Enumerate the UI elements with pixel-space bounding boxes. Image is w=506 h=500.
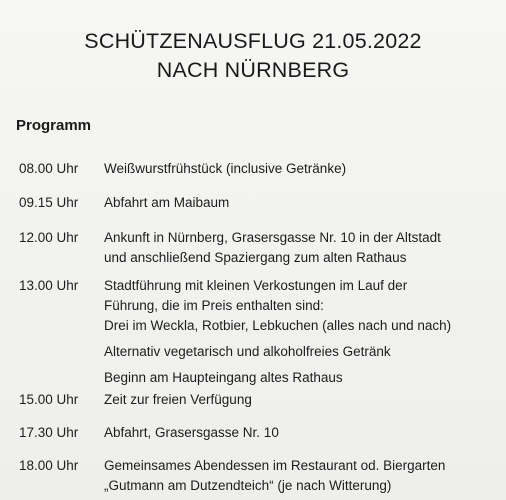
schedule-line: Ankunft in Nürnberg, Grasersgasse Nr. 10 in der Altstadt	[104, 230, 441, 245]
schedule-line: Weißwurstfrühstück (inclusive Getränke)	[104, 161, 347, 176]
schedule-line: Beginn am Haupteingang altes Rathaus	[104, 370, 343, 385]
schedule-description	[104, 456, 500, 496]
schedule-time: 13.00 Uhr	[19, 278, 79, 293]
schedule-time: 15.00 Uhr	[19, 392, 79, 407]
schedule-line: und anschließend Spaziergang zum alten Rathaus	[104, 250, 407, 265]
schedule-description	[104, 193, 500, 213]
schedule-line: Gemeinsames Abendessen im Restaurant od. Biergarten	[104, 458, 446, 473]
schedule-line: Zeit zur freien Verfügung	[104, 392, 252, 407]
schedule-line: „Gutmann am Dutzendteich“ (je nach Witterung)	[104, 478, 392, 493]
section-heading: Programm	[16, 117, 92, 134]
schedule-line: Abfahrt am Maibaum	[104, 195, 230, 210]
schedule-description	[104, 276, 500, 388]
schedule-line: Abfahrt, Grasersgasse Nr. 10	[104, 425, 279, 440]
document-title-line-1: SCHÜTZENAUSFLUG 21.05.2022	[84, 29, 422, 53]
schedule-time: 09.15 Uhr	[19, 195, 79, 210]
schedule-description	[104, 228, 500, 268]
schedule-time: 18.00 Uhr	[19, 458, 79, 473]
schedule-description	[104, 423, 500, 443]
schedule-time: 12.00 Uhr	[19, 230, 79, 245]
schedule-time: 17.30 Uhr	[19, 425, 79, 440]
schedule-line: Drei im Weckla, Rotbier, Lebkuchen (alles nach und nach)	[104, 318, 452, 333]
schedule-line: Alternativ vegetarisch und alkoholfreies Getränk	[104, 344, 391, 359]
schedule-description	[104, 390, 500, 410]
schedule-line: Führung, die im Preis enthalten sind:	[104, 298, 324, 313]
document-title-line-2: NACH NÜRNBERG	[156, 58, 350, 82]
schedule-line: Stadtführung mit kleinen Verkostungen im Lauf der	[104, 278, 408, 293]
schedule-time: 08.00 Uhr	[19, 161, 79, 176]
schedule-description	[104, 159, 500, 179]
